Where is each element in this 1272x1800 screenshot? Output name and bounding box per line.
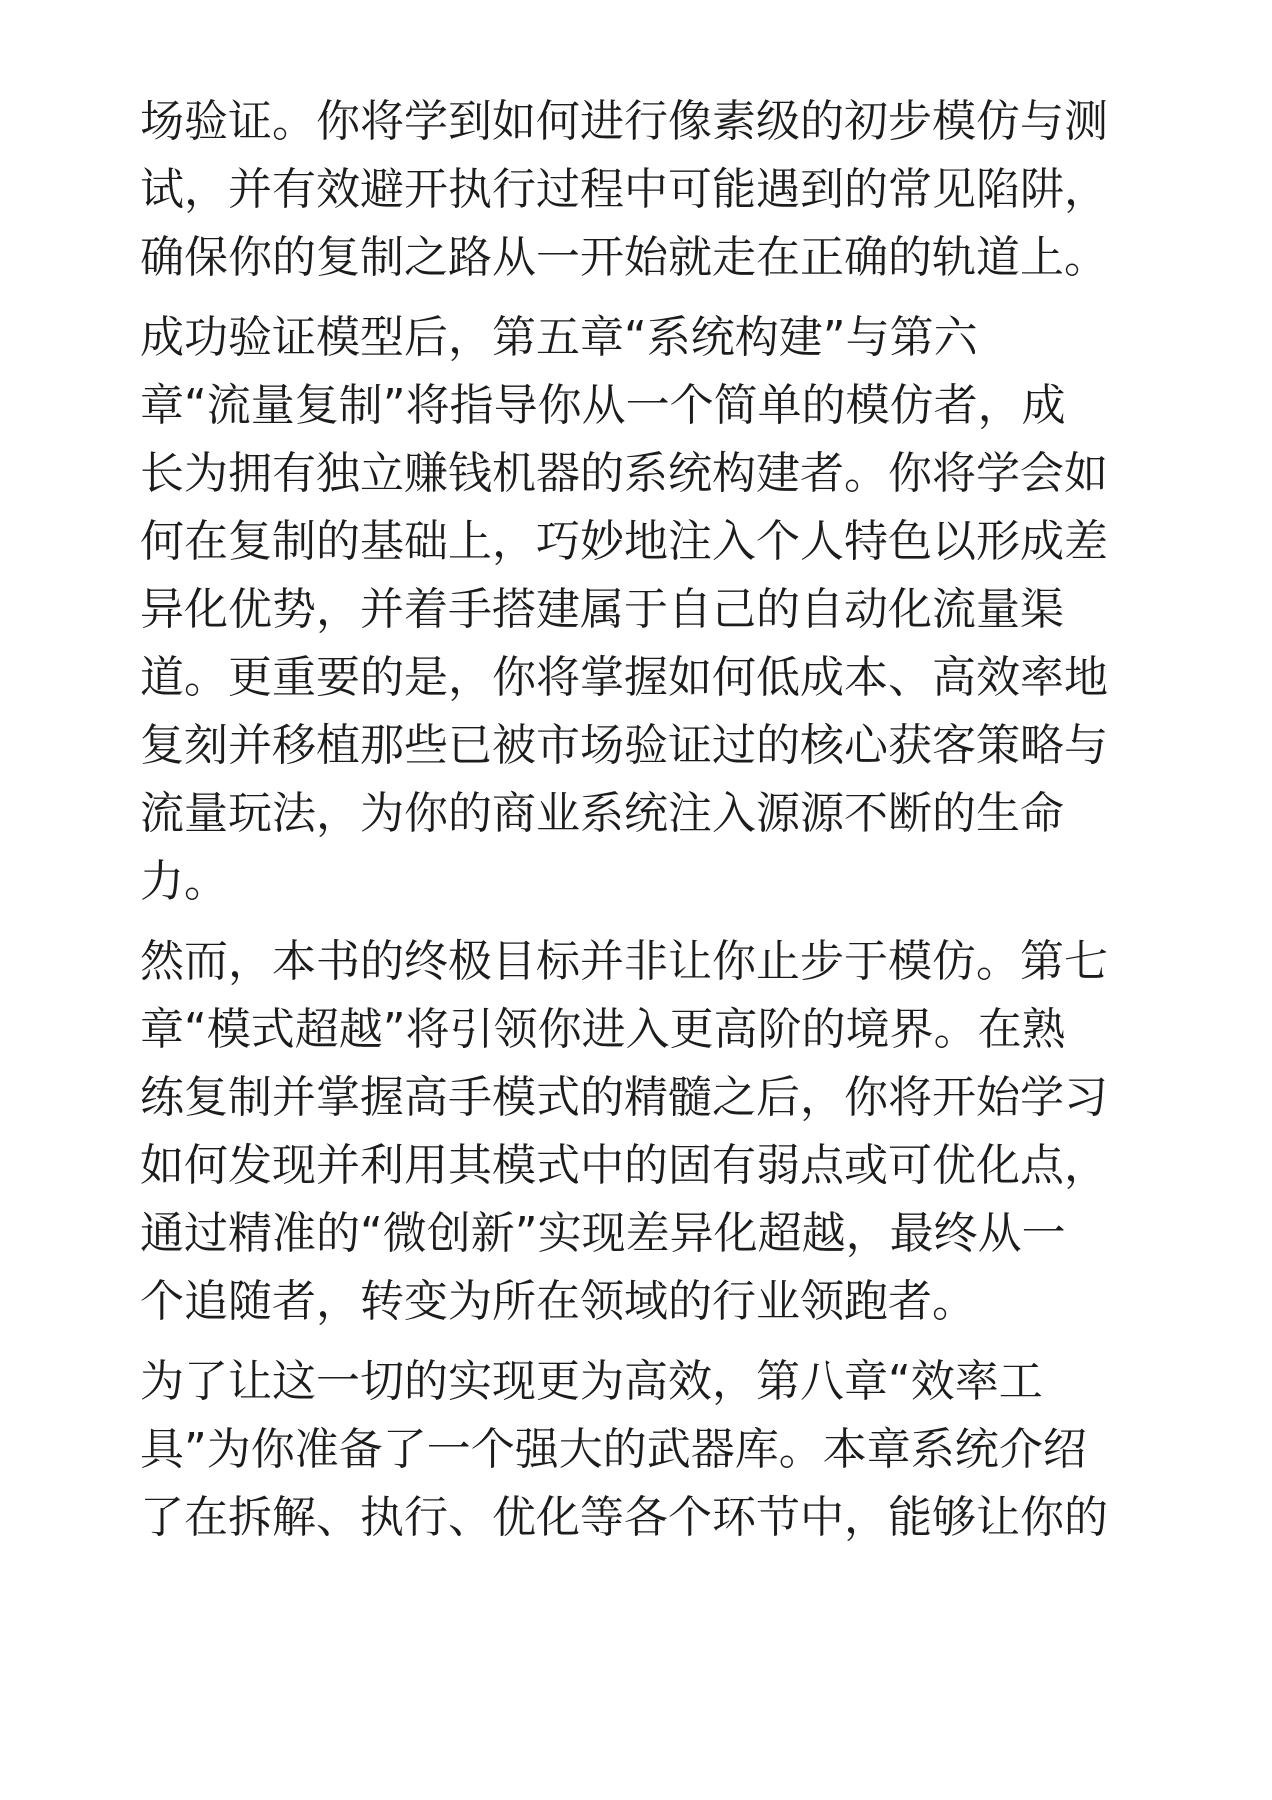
- text-line: 试，并有效避开执行过程中可能遇到的常见陷阱，: [140, 164, 1108, 215]
- text-line: 场验证。你将学到如何进行像素级的初步模仿与测: [140, 96, 1108, 147]
- text-line: 然而，本书的终极目标并非让你止步于模仿。第七: [140, 936, 1108, 987]
- text-line: 个追随者，转变为所在领域的行业领跑者。: [140, 1276, 976, 1327]
- body-text: [140, 88, 1140, 1564]
- paragraph-1: [140, 88, 1140, 292]
- paragraph-2: [140, 304, 1140, 916]
- text-line: 流量玩法，为你的商业系统注入源源不断的生命: [140, 788, 1064, 839]
- text-line: 道。更重要的是，你将掌握如何低成本、高效率地: [140, 652, 1108, 703]
- text-line: 章“模式超越”将引领你进入更高阶的境界。在熟: [140, 1004, 1066, 1055]
- text-line: 何在复制的基础上，巧妙地注入个人特色以形成差: [140, 516, 1108, 567]
- text-line: 练复制并掌握高手模式的精髓之后，你将开始学习: [140, 1072, 1108, 1123]
- text-line: 具”为你准备了一个强大的武器库。本章系统介绍: [140, 1424, 1087, 1475]
- text-line: 如何发现并利用其模式中的固有弱点或可优化点，: [140, 1140, 1108, 1191]
- paragraph-3: [140, 928, 1140, 1336]
- text-line: 章“流量复制”将指导你从一个简单的模仿者，成: [140, 380, 1066, 431]
- paragraph-4: [140, 1348, 1140, 1552]
- text-line: 力。: [140, 856, 228, 907]
- text-line: 长为拥有独立赚钱机器的系统构建者。你将学会如: [140, 448, 1108, 499]
- text-line: 确保你的复制之路从一开始就走在正确的轨道上。: [140, 232, 1108, 283]
- text-line: 为了让这一切的实现更为高效，第八章“效率工: [140, 1356, 1043, 1407]
- text-line: 异化优势，并着手搭建属于自己的自动化流量渠: [140, 584, 1064, 635]
- text-line: 成功验证模型后，第五章“系统构建”与第六: [140, 312, 978, 363]
- text-line: 复刻并移植那些已被市场验证过的核心获客策略与: [140, 720, 1108, 771]
- text-line: 通过精准的“微创新”实现差异化超越，最终从一: [140, 1208, 1066, 1259]
- text-line: 了在拆解、执行、优化等各个环节中，能够让你的: [140, 1492, 1108, 1543]
